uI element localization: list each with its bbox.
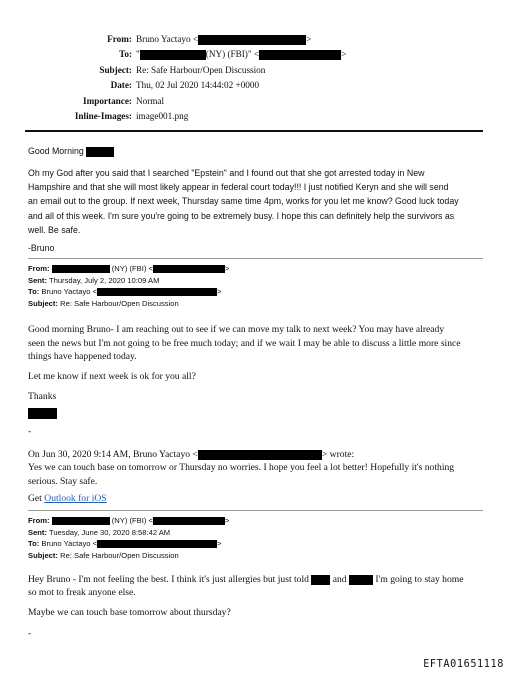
header-inline-images-label: Inline-Images: <box>74 110 132 121</box>
quoted-to-row <box>28 286 488 298</box>
greeting-line <box>28 144 488 158</box>
quoted-from-end: > <box>224 264 230 273</box>
message-4-line-2: so mot to freak anyone else. <box>28 587 136 598</box>
message-4-and: and <box>332 574 347 585</box>
quoted-to-end: > <box>217 287 222 297</box>
quoted-from-row <box>28 515 488 527</box>
quoted-from-label: From: <box>28 516 50 525</box>
quoted-from-value: (NY) (FBI) < <box>111 264 153 273</box>
get-text: Get <box>28 493 42 504</box>
quoted-sent-row <box>28 527 488 539</box>
message-3-line: serious. Stay safe. <box>28 475 98 487</box>
redaction-bar <box>153 517 225 525</box>
message-4-text: Hey Bruno - I'm not feeling the best. I think it's just allergies but just told <box>28 574 309 585</box>
header-importance-value: Normal <box>136 95 165 106</box>
header-divider <box>25 130 483 132</box>
redaction-bar <box>52 265 110 273</box>
header-from-row <box>0 32 512 47</box>
message-2-line: seen the news but I'm not going to be free much today; and if we wait I may be able to discuss a little more since <box>28 337 461 349</box>
quoted-to-value: Bruno Yactayo < <box>41 539 98 549</box>
redaction-bar <box>140 50 206 60</box>
quoted-subject-label: Subject: <box>28 550 58 560</box>
quoted-to-row <box>28 538 488 550</box>
redaction-bar <box>153 265 225 273</box>
header-to-quote: " <box>136 49 140 60</box>
quoted-subject-value: Re: Safe Harbour/Open Discussion <box>60 298 179 308</box>
greeting-text: Good Morning <box>28 146 84 156</box>
header-from-value: Bruno Yactayo < <box>136 34 199 44</box>
quoted-header-1 <box>28 263 488 309</box>
thanks-text: Thanks <box>28 391 57 402</box>
redaction-bar <box>259 50 341 60</box>
quoted-to-value: Bruno Yactayo < <box>41 287 98 297</box>
header-from-end: > <box>306 34 312 44</box>
message-1-line: an email out to the group. If next week, Thursday same time 4pm, works for you let me know? Good luck today <box>28 196 459 207</box>
quote-separator <box>28 258 483 259</box>
redaction-bar <box>52 517 110 525</box>
header-to-label: To: <box>119 49 132 60</box>
message-3-body <box>28 461 488 488</box>
quoted-sent-value: Thursday, July 2, 2020 10:09 AM <box>48 275 160 285</box>
redaction-bar <box>198 450 322 460</box>
outlook-for-ios-link[interactable]: Outlook for iOS <box>44 493 107 504</box>
dash-text: - <box>28 628 32 639</box>
quoted-sent-row <box>28 275 488 287</box>
bates-number: EFTA01651118 <box>423 659 504 670</box>
redaction-bar <box>311 575 330 585</box>
redaction-bar <box>349 575 373 585</box>
wrote-line <box>28 448 488 462</box>
message-4-line-1 <box>28 573 488 587</box>
header-date-value: Thu, 02 Jul 2020 14:44:02 +0000 <box>136 80 260 91</box>
quoted-subject-row <box>28 298 488 310</box>
header-to-end: > <box>341 49 347 60</box>
header-inline-images-value: image001.png <box>136 110 189 121</box>
quoted-to-end: > <box>217 539 222 549</box>
redaction-bar <box>86 147 114 157</box>
wrote-prefix: On Jun 30, 2020 9:14 AM, Bruno Yactayo < <box>28 449 198 460</box>
message-2-line: Good morning Bruno- I am reaching out to see if we can move my talk to next week? You may have already <box>28 324 445 335</box>
quoted-subject-row <box>28 550 488 562</box>
get-outlook-line <box>28 492 488 506</box>
message-2-question: Let me know if next week is ok for you all? <box>28 371 196 382</box>
quoted-subject-label: Subject: <box>28 298 58 308</box>
quoted-from-row <box>28 263 488 275</box>
quoted-to-label: To: <box>28 287 40 297</box>
message-4-line-3: Maybe we can touch base tomorrow about thursday? <box>28 607 231 618</box>
header-date-row <box>0 78 512 93</box>
quoted-sent-value: Tuesday, June 30, 2020 8:58:42 AM <box>48 527 171 537</box>
quoted-sent-label: Sent: <box>28 527 47 537</box>
redaction-bar <box>198 35 306 45</box>
header-importance-row <box>0 94 512 109</box>
message-4-text: I'm going to stay home <box>375 574 464 585</box>
header-subject-label: Subject: <box>99 64 132 75</box>
signature: -Bruno <box>28 243 55 253</box>
message-2-line: things have happened today. <box>28 351 137 363</box>
quoted-from-label: From: <box>28 264 50 273</box>
redaction-bar <box>97 288 217 296</box>
header-subject-value: Re: Safe Harbour/Open Discussion <box>136 64 266 75</box>
message-1-line: Oh my God after you said that I searched "Epstein" and I found out that she got arrested today in New <box>28 168 425 178</box>
message-1-line: and all of this week. I'm sure you're going to be extremely busy. I hope this can definitely help the survivors as <box>28 210 455 221</box>
signature-redaction <box>28 404 488 422</box>
quoted-to-label: To: <box>28 539 40 549</box>
quoted-sent-label: Sent: <box>28 275 47 285</box>
header-inline-images-row <box>0 109 512 124</box>
header-to-row <box>0 47 512 62</box>
email-header <box>0 32 512 124</box>
header-from-label: From: <box>107 34 132 44</box>
header-date-label: Date: <box>110 80 132 91</box>
message-2-body <box>28 323 488 364</box>
message-1-body <box>28 166 488 237</box>
redaction-bar <box>28 408 57 419</box>
quote-separator <box>28 510 483 511</box>
header-subject-row <box>0 63 512 78</box>
message-1-line: Hampshire and that she will most likely appear in federal court today!!! I just notified Keryn and she will send <box>28 182 449 193</box>
quoted-header-2 <box>28 515 488 561</box>
header-to-value: (NY) (FBI)" < <box>205 49 260 60</box>
quoted-from-value: (NY) (FBI) < <box>111 516 153 525</box>
message-1-line: well. Be safe. <box>28 224 81 235</box>
quoted-subject-value: Re: Safe Harbour/Open Discussion <box>60 550 179 560</box>
message-3-line: Yes we can touch base on tomorrow or Thursday no worries. I hope you feel a lot better! Hopefully it's nothing <box>28 462 455 473</box>
dash-text: - <box>28 426 32 437</box>
wrote-suffix: > wrote: <box>321 449 355 460</box>
redaction-bar <box>97 540 217 548</box>
quoted-from-end: > <box>224 516 230 525</box>
header-importance-label: Importance: <box>83 95 132 106</box>
